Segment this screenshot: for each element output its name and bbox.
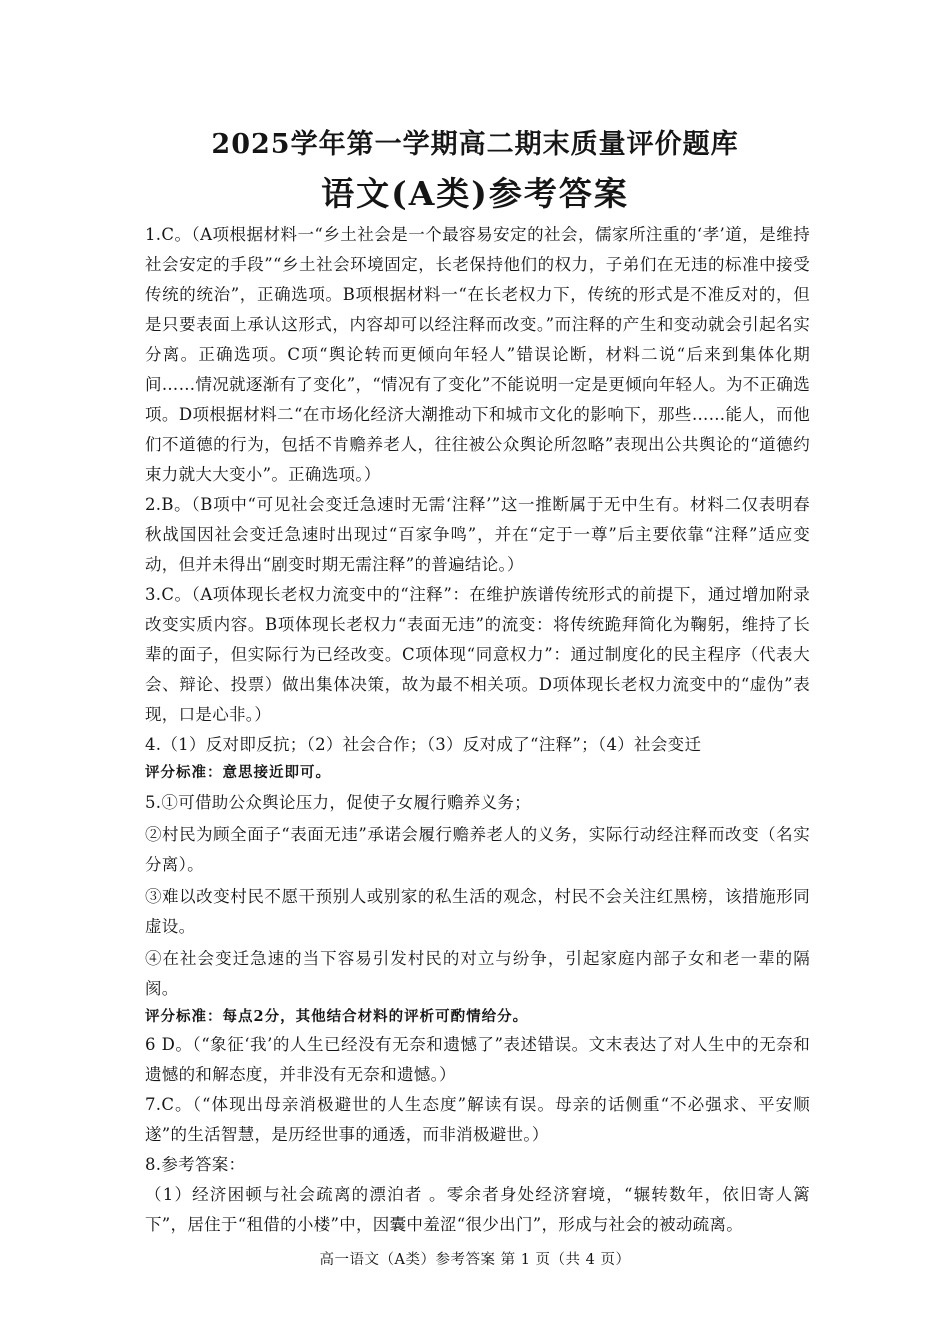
answer-q1: 1.C。（A项根据材料一“乡土社会是一个最容易安定的社会，儒家所注重的‘孝’道，是维持社会安定的手段”“乡土社会环境固定，长老保持他们的权力，子弟们在无违的标准中接受传统的统治”，正确选项。B项根据材料一“在长老权力下，传统的形式是不准反对的，但是只要表面上承认这形式，内容却可以经注释而改变。”而注释的产生和变动就会引起名实分离。正确选项。C项“舆论转而更倾向年轻人”错误论断，材料二说“后来到集体化期间……情况就逐渐有了变化”，“情况有了变化”不能说明一定是更倾向年轻人。为不正确选项。D项根据材料二“在市场化经济大潮推动下和城市文化的影响下，那些……能人，而他们不道德的行为，包括不肯赡养老人，往往被公众舆论所忽略”表现出公共舆论的“道德约束力就大大变小”。正确选项。） — [145, 225, 810, 484]
answer-q2: 2.B。（B项中“可见社会变迁急速时无需‘注释’”这一推断属于无中生有。材料二仅表明春秋战国因社会变迁急速时出现过“百家争鸣”，并在“定于一尊”后主要依靠“注释”适应变动，但并未得出“剧变时期无需注释”的普遍结论。） — [145, 495, 810, 574]
answer-q8-point1: （1）经济困顿与社会疏离的漂泊者 。零余者身处经济窘境，“辗转数年，依旧寄人篱下”，居住于“租借的小楼”中，因囊中羞涩“很少出门”，形成与社会的被动疏离。 — [145, 1185, 810, 1234]
answer-q5-point1: 5.①可借助公众舆论压力，促使子女履行赡养义务； — [145, 793, 531, 812]
answer-body — [145, 220, 810, 1240]
answer-q4: 4.（1）反对即反抗；（2）社会合作；（3）反对成了“注释”；（4）社会变迁 — [145, 735, 702, 754]
answer-q6: 6 D。（“象征‘我’的人生已经没有无奈和遗憾了”表述错误。文末表达了对人生中的无奈和遗憾的和解态度，并非没有无奈和遗憾。） — [145, 1035, 810, 1084]
answer-q8-heading: 8.参考答案： — [145, 1155, 246, 1174]
answer-q3: 3.C。（A项体现长老权力流变中的“注释”：在维护族谱传统形式的前提下，通过增加附录改变实质内容。B项体现长老权力“表面无违”的流变：将传统跪拜简化为鞠躬，维持了长辈的面子，但实际行为已经改变。C项体现“同意权力”：通过制度化的民主程序（代表大会、辩论、投票）做出集体决策，故为最不相关项。D项体现长老权力流变中的“虚伪”表现，口是心非。） — [145, 585, 810, 724]
page-title: 2025学年第一学期高二期末质量评价题库 — [211, 129, 739, 160]
scoring-standard-q4: 评分标准：意思接近即可。 — [145, 764, 331, 781]
page-subtitle: 语文(A类)参考答案 — [321, 174, 629, 213]
answer-q5-point3: ③难以改变村民不愿干预别人或别家的私生活的观念，村民不会关注红黑榜，该措施形同虚设。 — [145, 887, 810, 936]
answer-q7: 7.C。（“体现出母亲消极避世的人生态度”解读有误。母亲的话侧重“不必强求、平安顺遂”的生活智慧，是历经世事的通透，而非消极避世。） — [145, 1095, 810, 1144]
answer-q5-point2: ②村民为顾全面子“表面无违”承诺会履行赡养老人的义务，实际行动经注释而改变（名实分离）。 — [145, 825, 810, 874]
answer-q5-point4: ④在社会变迁急速的当下容易引发村民的对立与纷争，引起家庭内部子女和老一辈的隔阂。 — [145, 949, 810, 998]
scoring-standard-q5: 评分标准：每点2分，其他结合材料的评析可酌情给分。 — [145, 1008, 529, 1025]
page-footer: 高一语文（A类）参考答案 第 1 页（共 4 页） — [319, 1252, 631, 1268]
